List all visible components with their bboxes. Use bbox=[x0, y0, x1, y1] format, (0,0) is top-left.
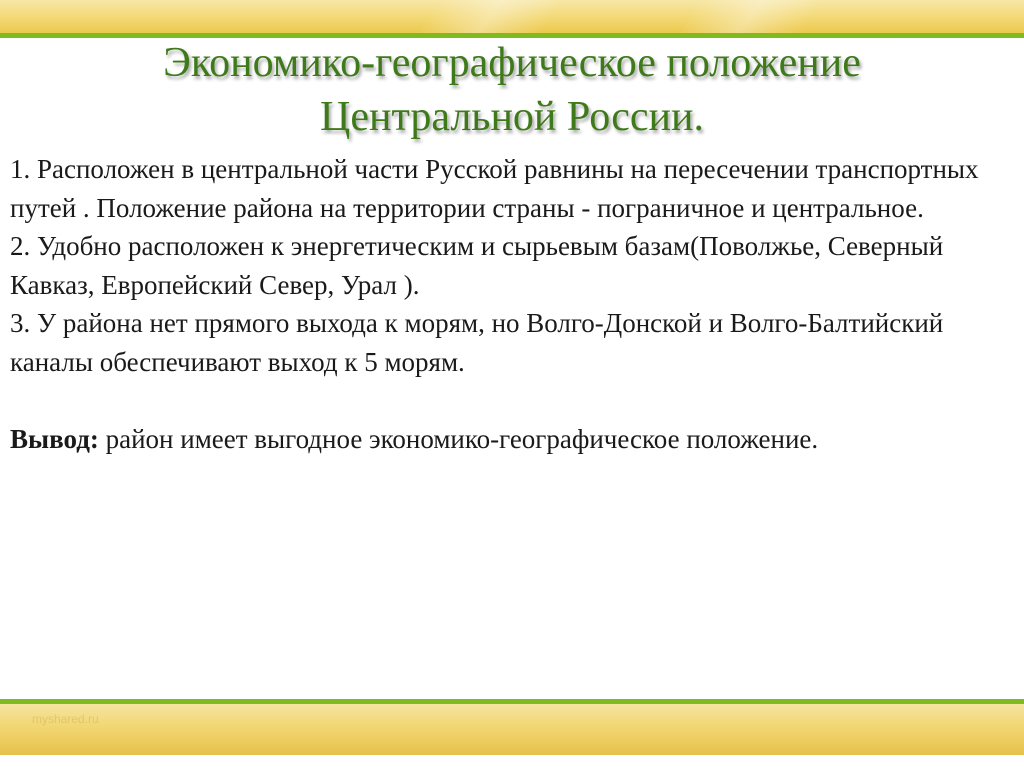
top-decor-band bbox=[0, 0, 1024, 33]
title-line-1: Экономико-географическое положение bbox=[163, 40, 861, 86]
band-highlight bbox=[680, 0, 819, 33]
conclusion bbox=[10, 420, 1014, 459]
slide-title bbox=[0, 36, 1024, 144]
point-2: 2. Удобно расположен к энергетическим и сырьевым базам(Поволжье, Северный Кавказ, Европейский Север, Урал ). bbox=[10, 231, 944, 300]
paragraph-spacer bbox=[10, 381, 1014, 420]
point-3: 3. У района нет прямого выхода к морям, но Волго-Донской и Волго-Балтийский каналы обеспечивают выход к 5 морям. bbox=[10, 308, 944, 377]
band-highlight bbox=[420, 0, 559, 33]
conclusion-text: район имеет выгодное экономико-географическое положение. bbox=[98, 423, 819, 454]
bottom-decor-band bbox=[0, 704, 1024, 755]
point-1: 1. Расположен в центральной части Русской равнины на пересечении транспортных путей . Положение района на территории страны - пограничное и центральное. bbox=[10, 154, 979, 223]
conclusion-label: Вывод: bbox=[10, 423, 99, 454]
slide-body bbox=[10, 150, 1014, 458]
title-line-2: Центральной России. bbox=[320, 94, 704, 140]
watermark: myshared.ru bbox=[32, 712, 99, 726]
bottom-edge bbox=[0, 755, 1024, 767]
